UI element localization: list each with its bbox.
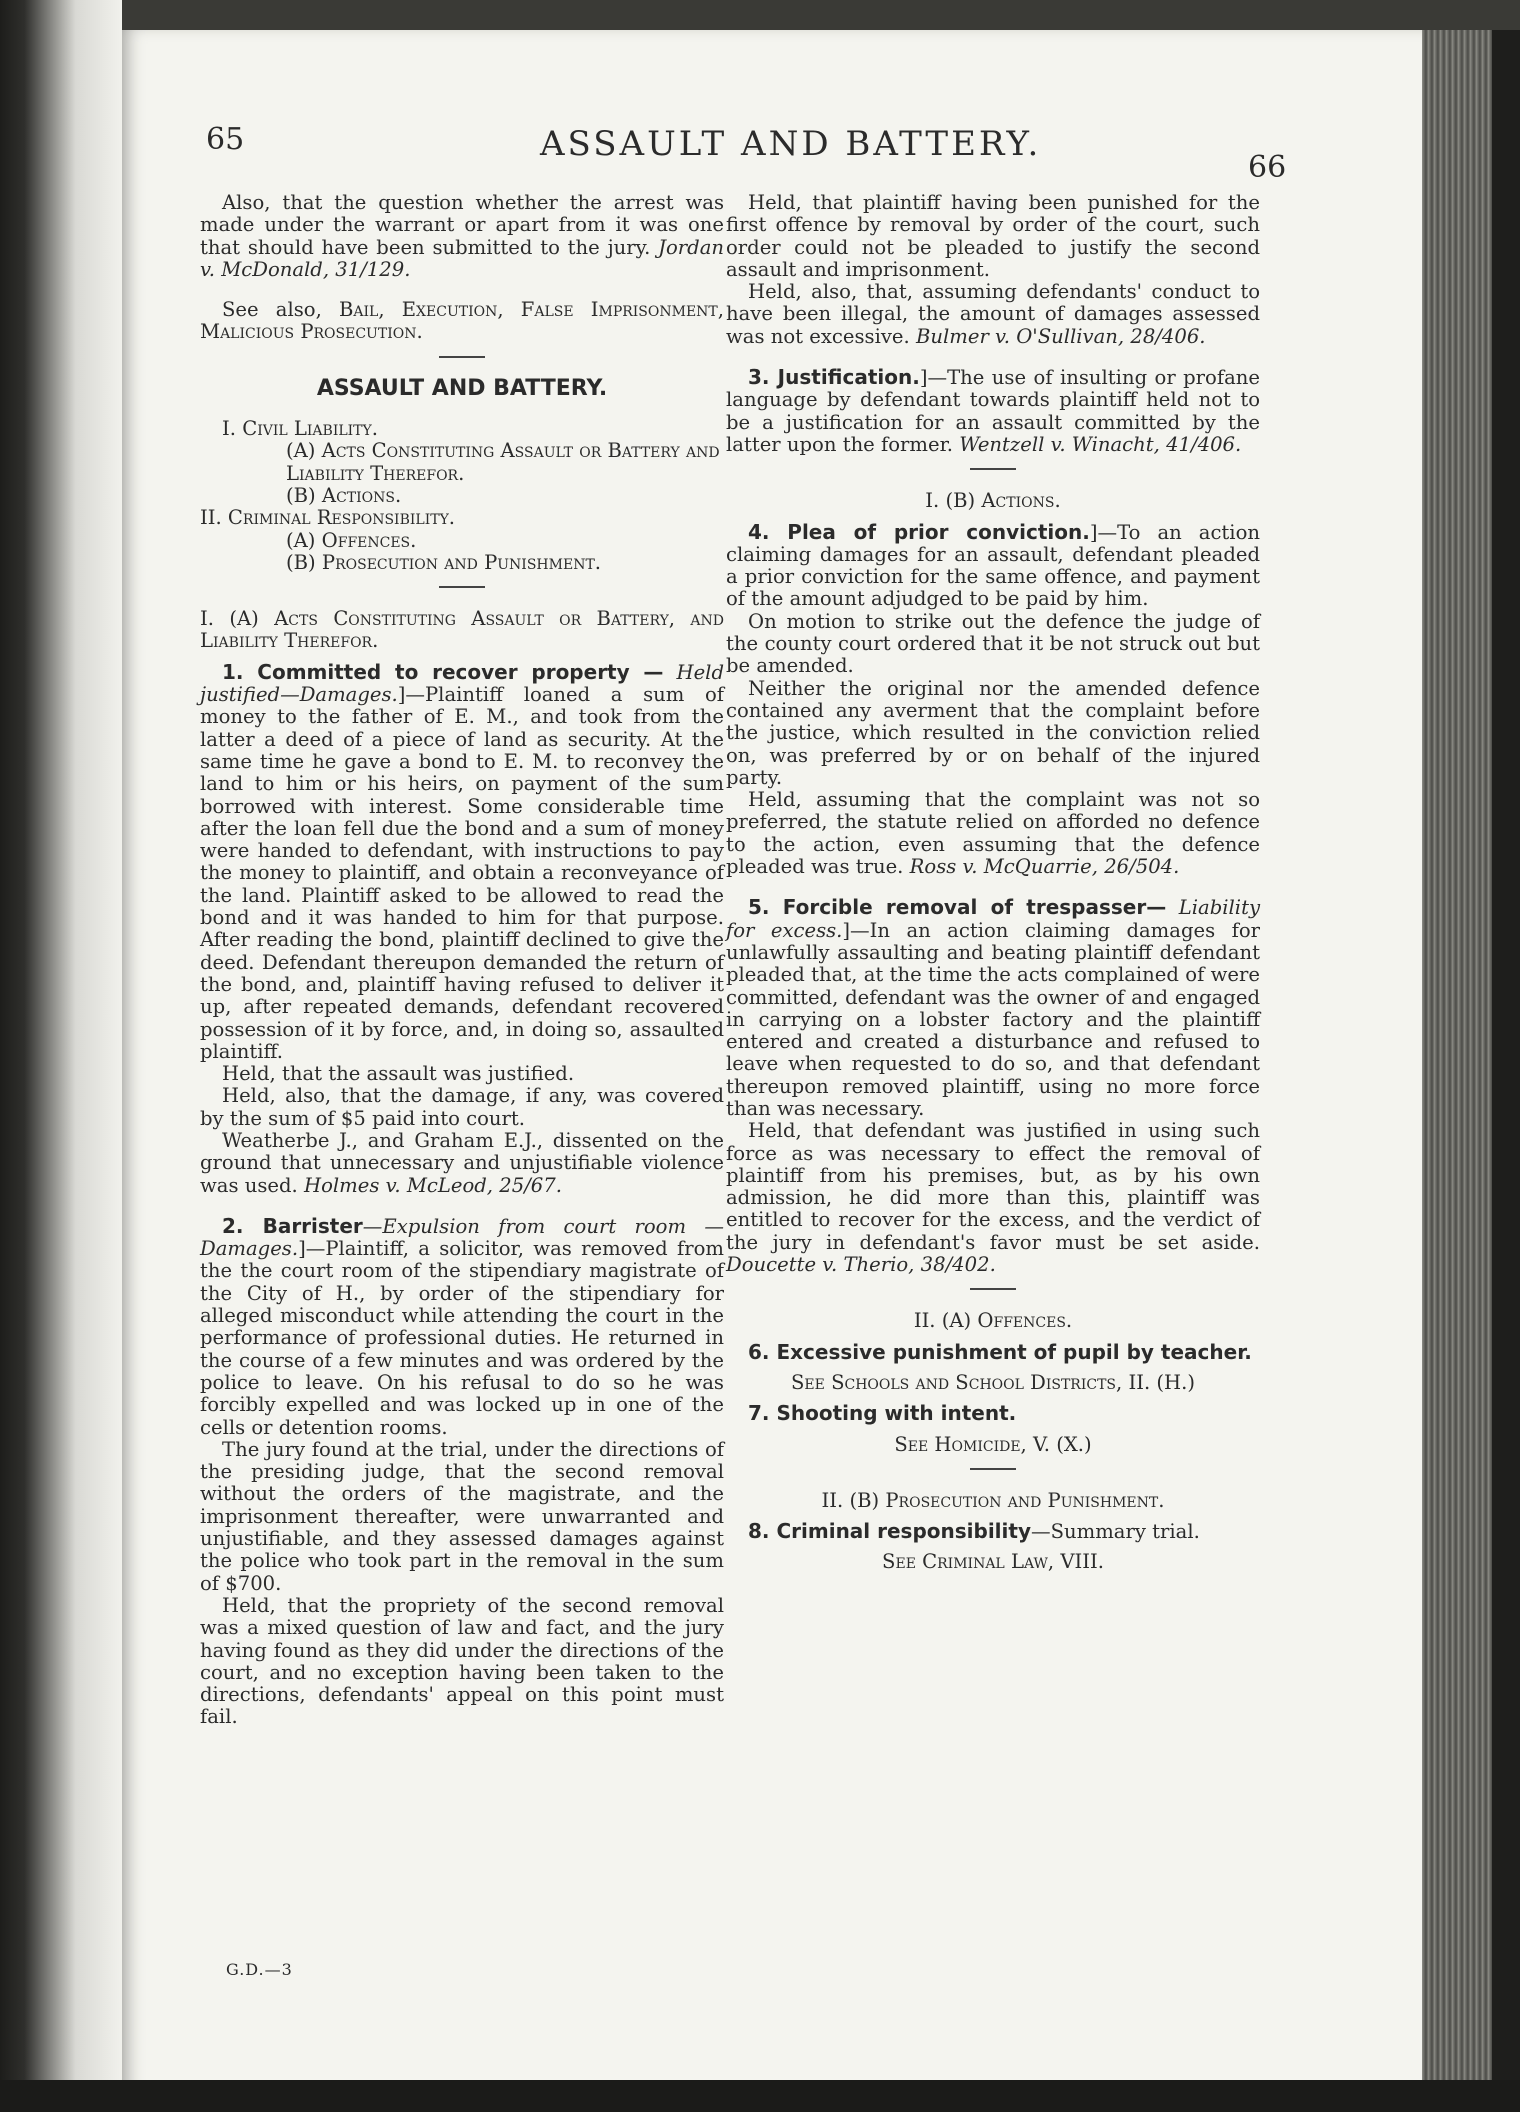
subheading-i-b: I. (B) Actions. [925, 489, 1061, 513]
entry-7: 7. Shooting with intent. [748, 1401, 1017, 1426]
outline-ii-a: (A) Offences. [286, 528, 417, 552]
cont-held-also: Held, also, that, assuming defendants' conduct to have been illegal, the amount of damages assessed was not excessive. Bulmer v. O'Sullivan, 28/406. [726, 280, 1260, 348]
entry-4-p3: Neither the original nor the amended defence contained any averment that the complaint before the justice, which resulted in the conviction relied on, was preferred by or on behalf of the injured party. [726, 676, 1260, 789]
entry-1: 1. Committed to recover property — Held justified—Damages.]—Plaintiff loaned a sum of money to the father of E. M., and took from the latter a deed of a piece of land as security. At the same time he gave a bond to E. M. to reconvey the land to him or his heirs, on payment of the sum borrowed with interest. Some considerable time after the loan fell due the bond and a sum of money were handed to defendant, with instructions to pay the money to plaintiff, and obtain a reconveyance of the land. Plaintiff asked to be allowed to read the bond and it was handed to him for that purpose. After reading the bond, plaintiff declined to give the deed. Defendant thereupon demanded the return of the bond, and, plaintiff having refused to deliver it up, after repeated demands, defendant recovered possession of it by force, and, in doing so, assaulted plaintiff. [200, 659, 724, 1063]
entry-8-see: See Criminal Law, VIII. [882, 1550, 1104, 1574]
outline-i-b: (B) Actions. [286, 483, 402, 507]
divider [439, 586, 485, 588]
cont-held: Held, that plaintiff having been punished for the first offence by removal by order of the court, such order could not be pleaded to justify the second assault and imprisonment. [726, 191, 1260, 281]
entry-7-see: See Homicide, V. (X.) [894, 1432, 1092, 1456]
entry-5-held: Held, that defendant was justified in using such force as was necessary to effect the removal of plaintiff from his premises, but, as by his own admission, he did more than this, plaintiff was entitled to recover for the excess, and the verdict of the jury in defendant's favor must be set aside. Doucette v. Therio, 38/402. [726, 1119, 1260, 1277]
divider [439, 356, 485, 358]
left-column [200, 192, 724, 1729]
printer-signature: G.D.—3 [226, 1960, 293, 1979]
entry-1-held: Held, that the assault was justified. [222, 1062, 575, 1086]
entry-4-p4: Held, assuming that the complaint was not so preferred, the statute relied on afforded no defence to the action, even assuming that the defence pleaded was true. Ross v. McQuarrie, 26/504. [726, 788, 1260, 879]
page-block-edge [1422, 30, 1520, 2112]
running-title: ASSAULT AND BATTERY. [540, 124, 1042, 164]
bottom-shadow [0, 2080, 1520, 2112]
outline-i: I. Civil Liability. [222, 417, 378, 441]
subheading-ii-a: II. (A) Offences. [913, 1309, 1073, 1333]
outline-ii: II. Criminal Responsibility. [200, 506, 456, 530]
entry-4: 4. Plea of prior conviction.]—To an action claiming damages for an assault, defendant pleaded a prior conviction for the same offence, and payment of the amount adjudged to be paid by him. [726, 519, 1260, 611]
book-gutter-left [0, 0, 122, 2112]
subsection-heading: I. (A) Acts Constituting Assault or Battery, and Liability Therefor. [200, 607, 724, 653]
entry-2-held: Held, that the propriety of the second removal was a mixed question of law and fact, and the jury having found as they did under the directions of the court, and no exception having been taken to the directions, defendants' appeal on this point must fail. [200, 1593, 724, 1729]
subheading-ii-b: II. (B) Prosecution and Punishment. [821, 1488, 1165, 1512]
prev-entry-text: Also, that the question whether the arrest was made under the warrant or apart from it was one that should have been submitted to the jury. Jordan v. McDonald, 31/129. [200, 191, 725, 281]
outline-i-a: (A) Acts Constituting Assault or Battery and Liability Therefor. [286, 439, 720, 485]
entry-2: 2. Barrister—Expulsion from court room —Damages.]—Plaintiff, a solicitor, was removed from the the court room of the stipendiary magistrate of the City of H., by order of the stipendiary for alleged misconduct while attending the court in the performance of professional duties. He returned in the course of a few minutes and was ordered by the police to leave. On his refusal to do so he was forcibly expelled and was locked up in one of the cells or detention rooms. [200, 1213, 724, 1439]
outline-ii-b: (B) Prosecution and Punishment. [286, 550, 602, 574]
entry-6: 6. Excessive punishment of pupil by teacher. [748, 1339, 1252, 1364]
entry-6-see: See Schools and School Districts, II. (H.) [790, 1370, 1196, 1394]
entry-5: 5. Forcible removal of trespasser— Liability for excess.]—In an action claiming damages for unlawfully assaulting and beating plaintiff defendant pleaded that, at the time the acts complained of were committed, defendant was the owner of and engaged in carrying on a lobster factory and the plaintiff entered and created a disturbance and refused to leave when requested to do so, and that defendant thereupon removed plaintiff, using no more force than was necessary. [726, 895, 1261, 1120]
divider [970, 1468, 1016, 1470]
entry-2-jury: The jury found at the trial, under the directions of the presiding judge, that the second removal without the orders of the magistrate, and the imprisonment thereafter, were unwarranted and unjustifiable, and they assessed damages against the police who took part in the removal in the sum of $700. [200, 1437, 724, 1595]
entry-8: 8. Criminal responsibility—Summary trial. [748, 1519, 1200, 1544]
divider [970, 1288, 1016, 1290]
entry-3: 3. Justification.]—The use of insulting or profane language by defendant towards plaintiff held not to be a justification for an assault committed by the latter upon the former. Wentzell v. Winacht, 41/406. [726, 365, 1260, 456]
entry-4-p2: On motion to strike out the defence the judge of the county court ordered that it be not struck out but be amended. [726, 609, 1260, 678]
divider [970, 468, 1016, 470]
section-heading: ASSAULT AND BATTERY. [316, 375, 608, 401]
right-page-number: 66 [1248, 150, 1287, 185]
see-also: See also, Bail, Execution, False Imprisonment, Malicious Prosecution. [200, 298, 724, 344]
outline [200, 418, 724, 574]
left-page-number: 65 [206, 122, 245, 157]
entry-1-dissent: Weatherbe J., and Graham E.J., dissented on the ground that unnecessary and unjustifiable violence was used. Holmes v. McLeod, 25/67. [200, 1128, 724, 1197]
right-column [726, 192, 1260, 1574]
entry-1-held-also: Held, also, that the damage, if any, was covered by the sum of $5 paid into court. [200, 1084, 724, 1130]
